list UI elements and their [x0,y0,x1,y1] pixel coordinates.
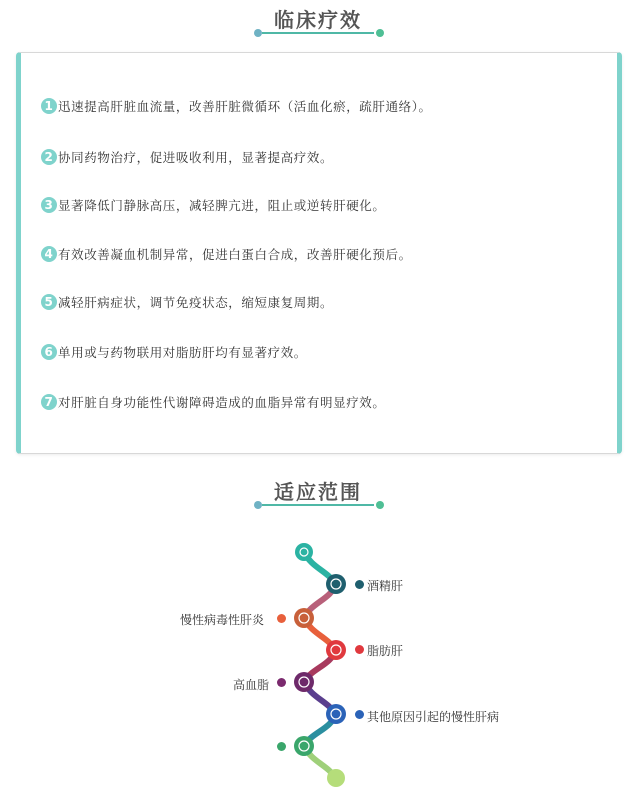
scope-dot [355,710,364,719]
chain-node [326,704,346,724]
effect-item-3 [41,196,386,214]
scope-title: 适应范围 [274,480,362,504]
effect-text: 单用或与药物联用对脂肪肝均有显著疗效。 [58,345,307,360]
effect-text: 协同药物治疗，促进吸收利用，显著提高疗效。 [58,150,334,165]
effect-item-6 [41,343,307,361]
title-right-dot [376,29,384,37]
scope-chain-diagram [0,530,636,795]
number-badge-icon: 7 [41,394,57,410]
chain-node [295,543,313,561]
number-badge-icon: 3 [41,197,57,213]
scope-label-3: 脂肪肝 [367,644,404,658]
effect-text: 减轻肝病症状，调节免疫状态，缩短康复周期。 [58,295,334,310]
scope-dot [277,742,286,751]
scope-dot [277,678,286,687]
effect-text: 对肝脏自身功能性代谢障碍造成的血脂异常有明显疗效。 [58,395,386,410]
effects-title: 临床疗效 [274,8,362,32]
number-badge-icon: 2 [41,149,57,165]
effect-item-4 [41,245,412,263]
number-badge-icon: 1 [41,98,57,114]
number-badge-icon: 5 [41,294,57,310]
effect-text: 迅速提高肝脏血流量，改善肝脏微循环（活血化瘀，疏肝通络）。 [58,99,432,114]
effect-item-2 [41,148,333,166]
number-badge-icon: 6 [41,344,57,360]
chain-node [327,769,345,787]
effect-item-1 [41,97,432,115]
effect-text: 显著降低门静脉高压，减轻脾亢进，阻止或逆转肝硬化。 [58,198,386,213]
effect-item-7 [41,393,386,411]
chain-node [294,608,314,628]
title-left-dot [254,29,262,37]
scope-label-5: 其他原因引起的慢性肝病 [367,710,500,724]
scope-dot [355,580,364,589]
scope-label-2: 慢性病毒性肝炎 [180,613,265,627]
chain-node [326,574,346,594]
number-badge-icon: 4 [41,246,57,262]
scope-dot [277,614,286,623]
chain-node [326,640,346,660]
scope-label-1: 酒精肝 [367,579,404,593]
effect-text: 有效改善凝血机制异常，促进白蛋白合成，改善肝硬化预后。 [58,247,412,262]
effect-item-5 [41,293,333,311]
title-underline [262,504,374,506]
scope-dot [355,645,364,654]
title-left-dot [254,501,262,509]
chain-node [294,736,314,756]
effects-box [16,52,622,454]
title-underline [262,32,374,34]
title-right-dot [376,501,384,509]
chain-node [294,672,314,692]
scope-label-4: 高血脂 [233,678,270,692]
